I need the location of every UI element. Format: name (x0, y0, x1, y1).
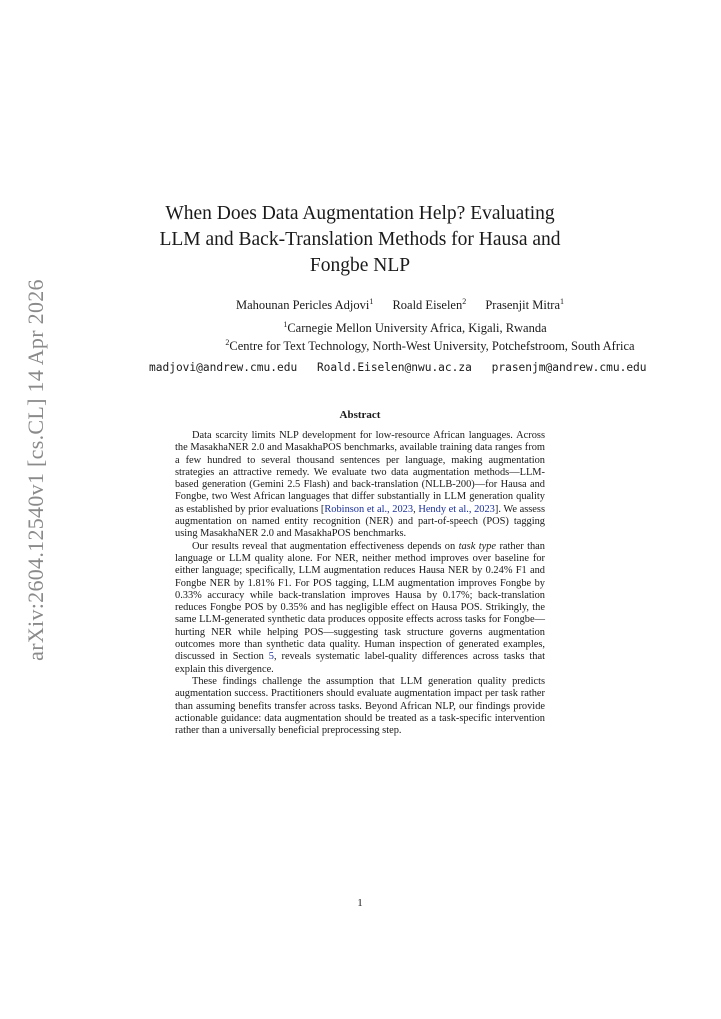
email-list (149, 361, 709, 375)
abstract-text: Data scarcity limits NLP development for low-resource African languages. Across the MasakhaNER 2.0 and MasakhaPOS benchmarks, available training data ranges from a few hundred to several thousand sentences per language, making augmentation strategies an attractive remedy. We evaluate two data augmentation methods—LLM-based generation (Gemini 2.5 Flash) and back-translation (NLLB-200)—for Hausa and Fongbe, two West African languages that differ substantially in LLM generation quality as established by prior evaluations [ (175, 430, 545, 515)
author-list (120, 297, 680, 313)
abstract-paragraph-3: These findings challenge the assumption that LLM generation quality predicts augmentation success. Practitioners should evaluate augmentation impact per task rather than assuming benefits transfer across tasks. Beyond African NLP, our findings provide actionable guidance: data augmentation should be treated as a task-specific intervention rather than a universally beneficial preprocessing step. (175, 675, 545, 737)
citation-link[interactable]: Hendy et al., 2023 (418, 503, 495, 515)
email-1: madjovi@andrew.cmu.edu (149, 361, 298, 374)
title-line-3: Fongbe NLP (309, 255, 411, 276)
affiliation-text: Centre for Text Technology, North-West University, Potchefstroom, South Africa (229, 339, 635, 353)
affiliation-mark: 2 (225, 337, 230, 347)
page-number: 1 (357, 897, 363, 909)
author-name: Prasenjit Mitra (485, 298, 560, 312)
citation-link[interactable]: Robinson et al., 2023 (324, 503, 414, 515)
author-2 (392, 298, 466, 312)
affiliation-mark: 2 (462, 296, 467, 306)
abstract-paragraph-1 (175, 430, 545, 541)
affiliation-mark: 1 (283, 319, 288, 329)
affiliation-mark: 1 (560, 296, 564, 306)
author-1 (236, 298, 373, 312)
title-line-2: LLM and Back-Translation Methods for Hausa and (159, 229, 561, 250)
emphasis-text: task type (458, 540, 497, 552)
email-2: Roald.Eiselen@nwu.ac.za (316, 361, 472, 374)
abstract-text: , (413, 503, 419, 515)
affiliation-2 (150, 338, 710, 354)
abstract-heading: Abstract (339, 409, 381, 421)
affiliation-1 (150, 320, 680, 336)
paper-title (140, 201, 580, 279)
abstract-text: rather than language or LLM quality alone. For NER, neither method improves over baseline for either language; specifically, LLM augmentation reduces Hausa NER by 0.24% F1 and Fongbe NER by 1.81% F1. For POS tagging, LLM augmentation improves Fongbe by 0.33% accuracy while back-translation improves Hausa by 0.17%; back-translation reduces Fongbe POS by 0.35% and has negligible effect on Hausa POS. Strikingly, the same LLM-generated synthetic data produces opposite effects across tasks for Fongbe—hurting NER while helping POS—suggesting task structure governs augmentation outcomes more than synthetic data quality. Human inspection of generated examples, discussed in Section (175, 540, 545, 663)
abstract-text: ]. We assess augmentation on named entity recognition (NER) and part-of-speech (POS) tagging using MasakhaNER 2.0 and MasakhaPOS benchmarks. (175, 503, 546, 540)
abstract-text: , reveals systematic label-quality differences across tasks that explain this divergence. (175, 651, 545, 675)
abstract-body (175, 430, 545, 737)
abstract-text: Our results reveal that augmentation effectiveness depends on (192, 540, 459, 552)
title-line-1: When Does Data Augmentation Help? Evaluating (165, 203, 555, 224)
section-ref-link[interactable]: 5 (268, 651, 274, 663)
author-3 (485, 298, 564, 312)
author-name: Roald Eiselen (392, 298, 463, 312)
affiliation-text: Carnegie Mellon University Africa, Kigali, Rwanda (287, 321, 547, 335)
email-3: prasenjm@andrew.cmu.edu (491, 361, 647, 374)
affiliation-mark: 1 (369, 296, 374, 306)
arxiv-identifier: arXiv:2604.12540v1 [cs.CL] 14 Apr 2026 (23, 279, 48, 661)
author-name: Mahounan Pericles Adjovi (236, 298, 370, 312)
abstract-paragraph-2 (175, 541, 545, 676)
